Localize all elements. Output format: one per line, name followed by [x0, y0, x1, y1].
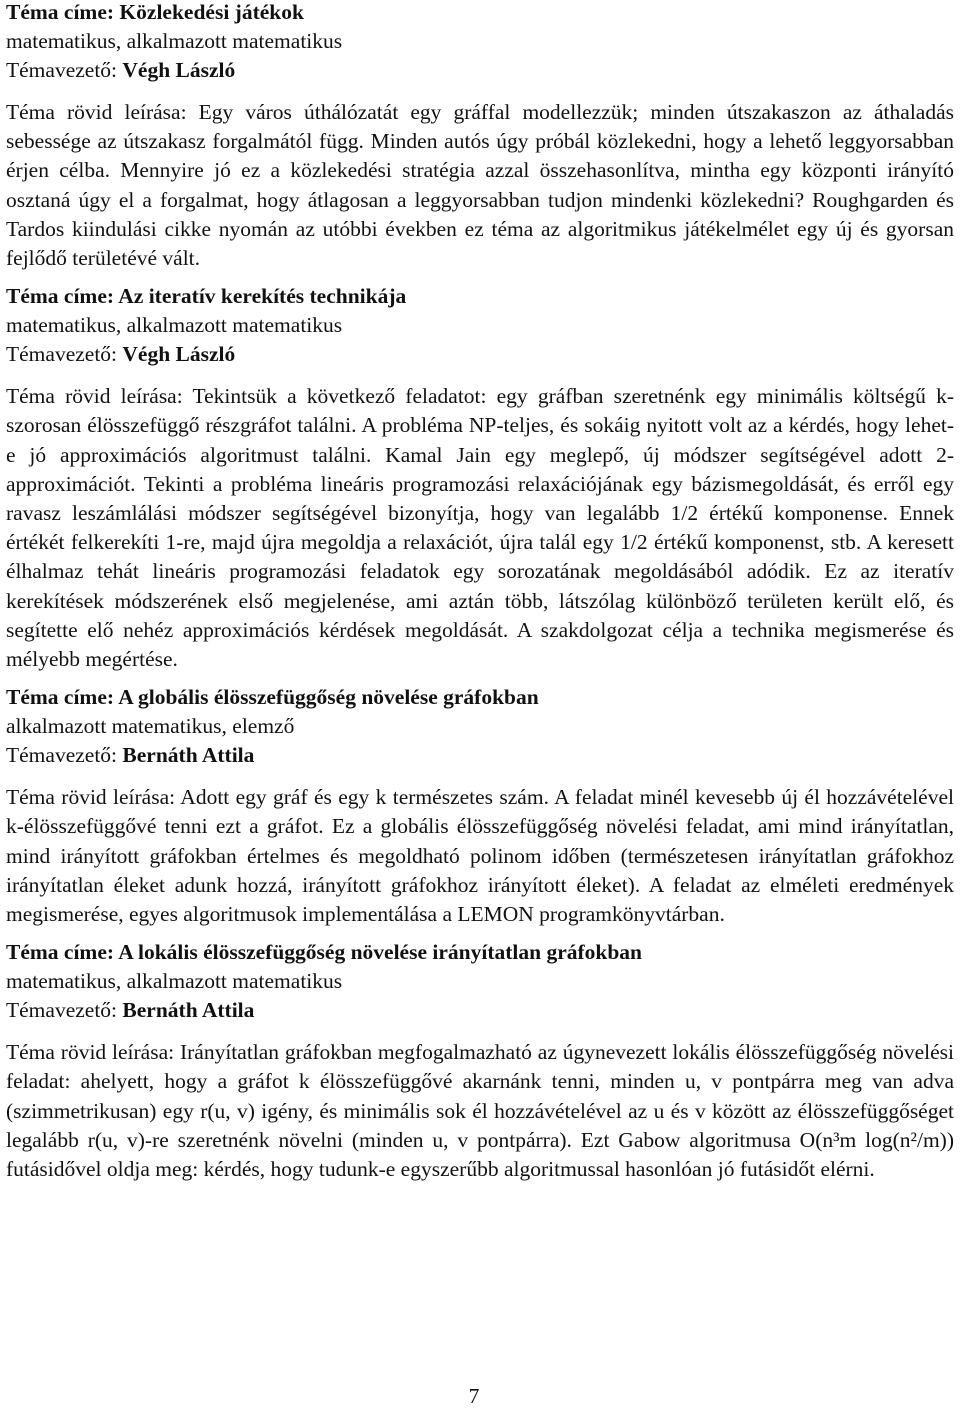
topic-title: Közlekedési játékok [119, 0, 304, 24]
topic-description [6, 783, 954, 929]
topic-3 [6, 683, 954, 929]
topic-programs: matematikus, alkalmazott matematikus [6, 313, 343, 338]
topic-supervisor-line [6, 741, 954, 770]
supervisor-name: Végh László [122, 342, 236, 367]
supervisor-name: Bernáth Attila [122, 998, 255, 1023]
topic-supervisor-line [6, 56, 954, 85]
topic-4 [6, 938, 954, 1184]
title-prefix: Téma címe: [6, 284, 115, 309]
description-text: Tekintsük a következő feladatot: egy gráfban szeretnénk egy minimális költségű k-szorosan élösszefüggő részgráfot találni. A probléma NP-teljes, és sokáig nyitott volt az a kérdés, hogy lehet-e jó approximációs algoritmust találni. Kamal Jain egy meglepő, új módszer segítségével adott 2-approximációt. Tekinti a probléma lineáris programozási relaxációjának egy bázismegoldását, és erről egy ravasz leszámlálási módszer segítségével bizonyítja, hogy van legalább 1/2 értékű komponense. Ennek értékét felkerekíti 1-re, majd újra megoldja a relaxációt, újra talál egy 1/2 értékű komponenst, stb. A keresett élhalmaz tehát lineáris programozási feladatok egy sorozatának megoldásából adódik. Ez az iteratív kerekítések módszerének első megjelenése, ami aztán több, látszólag különböző területen került elő, és segítette elő nehéz approximációs kérdések megoldását. A szakdolgozat célja a technika megismerése és mélyebb megértése. [6, 384, 954, 672]
topic-1 [6, 0, 954, 273]
topic-title: A lokális élösszefüggőség növelése irányítatlan gráfokban [118, 940, 643, 965]
topic-programs: alkalmazott matematikus, elemző [6, 714, 295, 739]
topic-2 [6, 282, 954, 674]
supervisor-prefix: Témavezető: [6, 998, 118, 1023]
description-prefix: Téma rövid leírása: [6, 100, 187, 124]
description-text: Irányítatlan gráfokban megfogalmazható az úgynevezett lokális élösszefüggőség növelési feladat: ahelyett, hogy a gráfot k élösszefüggővé akarnánk tenni, minden u, v pontpárra meg van adva (szimmetrikusan) egy r(u, v) igény, és minimális sok él hozzávételével az u és v között az élösszefüggőséget legalább r(u, v)-re szeretnénk növelni (minden u, v pontpárra). Ezt Gabow algoritmusa O(n³m log(n²/m)) futásidővel oldja meg: kérdés, hogy tudunk-e egyszerűbb algoritmussal hasonlóan jó futásidőt elérni. [6, 1040, 955, 1182]
description-prefix: Téma rövid leírása: [6, 785, 176, 810]
topic-supervisor-line [6, 340, 954, 369]
topic-title-line [6, 683, 954, 712]
topic-programs: matematikus, alkalmazott matematikus [6, 969, 343, 994]
topic-programs: matematikus, alkalmazott matematikus [6, 29, 343, 53]
description-prefix: Téma rövid leírása: [6, 384, 183, 409]
title-prefix: Téma címe: [6, 940, 115, 965]
document-page [6, 0, 954, 1193]
description-text: Egy város úthálózatát egy gráffal modellezzük; minden útszakaszon az áthaladás sebessége az útszakasz forgalmától függ. Minden autós úgy próbál közlekedni, hogy a lehető leggyorsabban érjen célba. Mennyire jó ez a közlekedési stratégia azzal összehasonlítva, mintha egy központi irányító osztaná úgy el a forgalmat, hogy átlagosan a leggyorsabban tudjon mindenki közlekedni? Roughgarden és Tardos kiindulási cikke nyomán az utóbbi években ez téma az algoritmikus játékelmélet egy új és gyorsan fejlődő területévé vált. [6, 100, 954, 271]
supervisor-prefix: Témavezető: [6, 743, 118, 768]
topic-title: Az iteratív kerekítés technikája [118, 284, 407, 309]
supervisor-name: Végh László [122, 58, 236, 82]
topic-title-line [6, 0, 954, 27]
supervisor-name: Bernáth Attila [122, 743, 255, 768]
topic-description [6, 98, 954, 273]
supervisor-prefix: Témavezető: [6, 58, 118, 82]
topic-title-line [6, 282, 954, 311]
topic-title-line [6, 938, 954, 967]
supervisor-prefix: Témavezető: [6, 342, 118, 367]
title-prefix: Téma címe: [6, 0, 115, 24]
topic-description [6, 382, 954, 674]
topic-description [6, 1038, 954, 1184]
description-prefix: Téma rövid leírása: [6, 1040, 175, 1065]
page-number: 7 [468, 1384, 480, 1408]
description-text: Adott egy gráf és egy k természetes szám. A feladat minél kevesebb új él hozzávételével k-élösszefüggővé tenni ezt a gráfot. Ez a globális élösszefüggőség növelési feladat, ami mind irányítatlan, mind irányított gráfokban értelmes és megoldható polinom időben (természetesen irányítatlan gráfokhoz irányítatlan éleket adunk hozzá, irányított gráfokhoz irányított éleket). A feladat az elméleti eredmények megismerése, egyes algoritmusok implementálása a LEMON programkönyvtárban. [6, 785, 954, 927]
title-prefix: Téma címe: [6, 685, 115, 710]
topic-title: A globális élösszefüggőség növelése gráfokban [118, 685, 539, 710]
topic-supervisor-line [6, 996, 954, 1025]
